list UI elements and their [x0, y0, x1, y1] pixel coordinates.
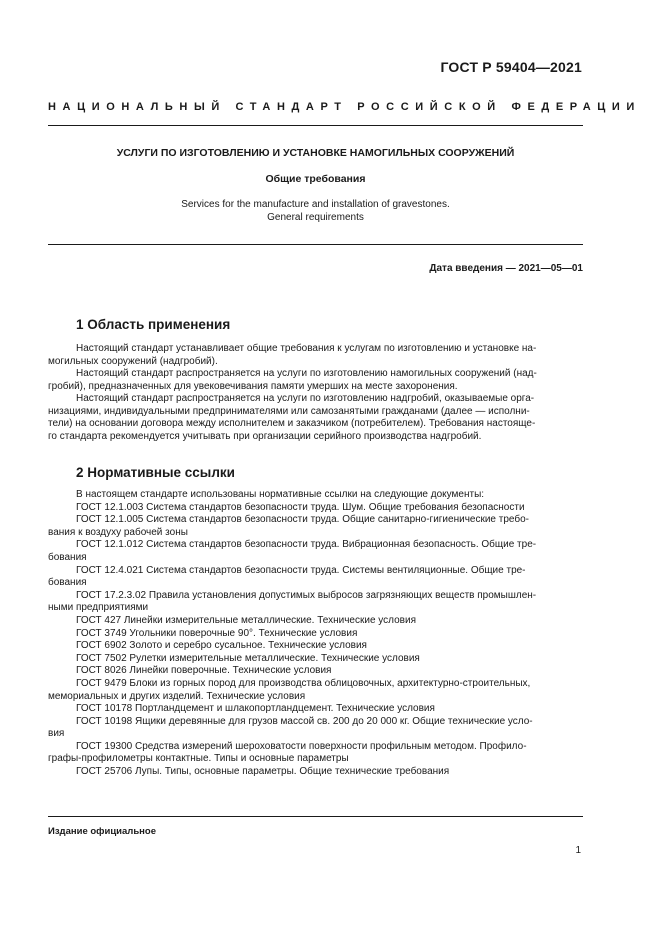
paragraph-line: низациями, индивидуальными предпринимателями или самозанятыми гражданами (далее — исполни- [48, 405, 530, 417]
reference-line: бования [48, 577, 87, 589]
reference-line: ГОСТ 10178 Портландцемент и шлакопортландцемент. Технические условия [76, 703, 435, 715]
reference-line: ГОСТ 3749 Угольники поверочные 90°. Технические условия [76, 627, 358, 639]
document-title: УСЛУГИ ПО ИЗГОТОВЛЕНИЮ И УСТАНОВКЕ НАМОГИЛЬНЫХ СООРУЖЕНИЙ [116, 147, 515, 159]
paragraph-line: гробий), предназначенных для увековечивания памяти умерших на месте захоронения. [48, 380, 458, 392]
reference-line: бования [48, 551, 87, 563]
paragraph-line: Настоящий стандарт распространяется на услуги по изготовлению намогильных сооружений (над- [76, 368, 537, 379]
section-1-body [48, 343, 583, 443]
paragraph-line: го стандарта рекомендуется учитывать при организации серийного производства надгробий. [48, 430, 482, 442]
reference-line: ГОСТ 7502 Рулетки измерительные металлические. Технические условия [76, 652, 420, 664]
national-standard-banner: НАЦИОНАЛЬНЫЙ СТАНДАРТ РОССИЙСКОЙ ФЕДЕРАЦИИ [48, 101, 641, 113]
gost-code: ГОСТ Р 59404—2021 [440, 59, 582, 75]
document-title-english [48, 199, 583, 224]
reference-line: ГОСТ 25706 Лупы. Типы, основные параметры. Общие технические требования [76, 766, 450, 778]
reference-line: вания к воздуху рабочей зоны [48, 526, 188, 538]
reference-line: ГОСТ 19300 Средства измерений шероховатости поверхности профильным методом. Профило- [76, 740, 527, 752]
reference-line: ГОСТ 12.1.012 Система стандартов безопасности труда. Вибрационная безопасность. Общие тре- [76, 539, 537, 551]
paragraph-line: могильных сооружений (надгробий). [48, 355, 218, 367]
paragraph-line: тели) на основании договора между исполнителем и заказчиком (потребителем). Требования настояще- [48, 418, 536, 429]
section-2-body [48, 489, 583, 779]
reference-line: ГОСТ 12.1.003 Система стандартов безопасности труда. Шум. Общие требования безопасности [76, 501, 525, 513]
reference-line: ГОСТ 10198 Ящики деревянные для грузов массой св. 200 до 20 000 кг. Общие технические усло- [76, 715, 533, 727]
paragraph-line: Настоящий стандарт распространяется на услуги по изготовлению надгробий, оказываемые орга- [76, 393, 535, 404]
section-2-heading: 2 Нормативные ссылки [76, 465, 235, 480]
reference-line: вия [48, 728, 65, 740]
reference-line: ными предприятиями [48, 602, 149, 614]
reference-line: ГОСТ 9479 Блоки из горных пород для производства облицовочных, архитектурно-строительных, [76, 677, 531, 689]
title-divider [48, 244, 583, 245]
reference-line: ГОСТ 17.2.3.02 Правила установления допустимых выбросов загрязняющих веществ промышлен- [76, 589, 537, 601]
introduction-date: Дата введения — 2021—05—01 [429, 263, 583, 274]
title-en-line: Services for the manufacture and installation of gravestones. [181, 199, 450, 210]
title-en-line: General requirements [267, 211, 364, 223]
official-edition-label: Издание официальное [48, 826, 156, 837]
document-subtitle: Общие требования [265, 173, 366, 185]
reference-line: ГОСТ 427 Линейки измерительные металлические. Технические условия [76, 614, 416, 626]
reference-line: ГОСТ 12.1.005 Система стандартов безопасности труда. Общие санитарно-гигиенические требо- [76, 514, 529, 526]
top-divider [48, 125, 583, 126]
reference-line: ГОСТ 8026 Линейки поверочные. Технические условия [76, 665, 332, 677]
reference-line: ГОСТ 6902 Золото и серебро сусальное. Технические условия [76, 640, 367, 652]
paragraph-line: В настоящем стандарте использованы нормативные ссылки на следующие документы: [76, 489, 485, 500]
reference-line: графы-профилометры контактные. Типы и основные параметры [48, 753, 349, 765]
reference-line: ГОСТ 12.4.021 Система стандартов безопасности труда. Системы вентиляционные. Общие тре- [76, 564, 526, 576]
footer-divider [48, 816, 583, 817]
page-number: 1 [575, 845, 581, 856]
paragraph-line: Настоящий стандарт устанавливает общие требования к услугам по изготовлению и установке на- [76, 343, 537, 354]
reference-line: мемориальных и других изделий. Технические условия [48, 690, 306, 702]
section-1-heading: 1 Область применения [76, 317, 231, 332]
